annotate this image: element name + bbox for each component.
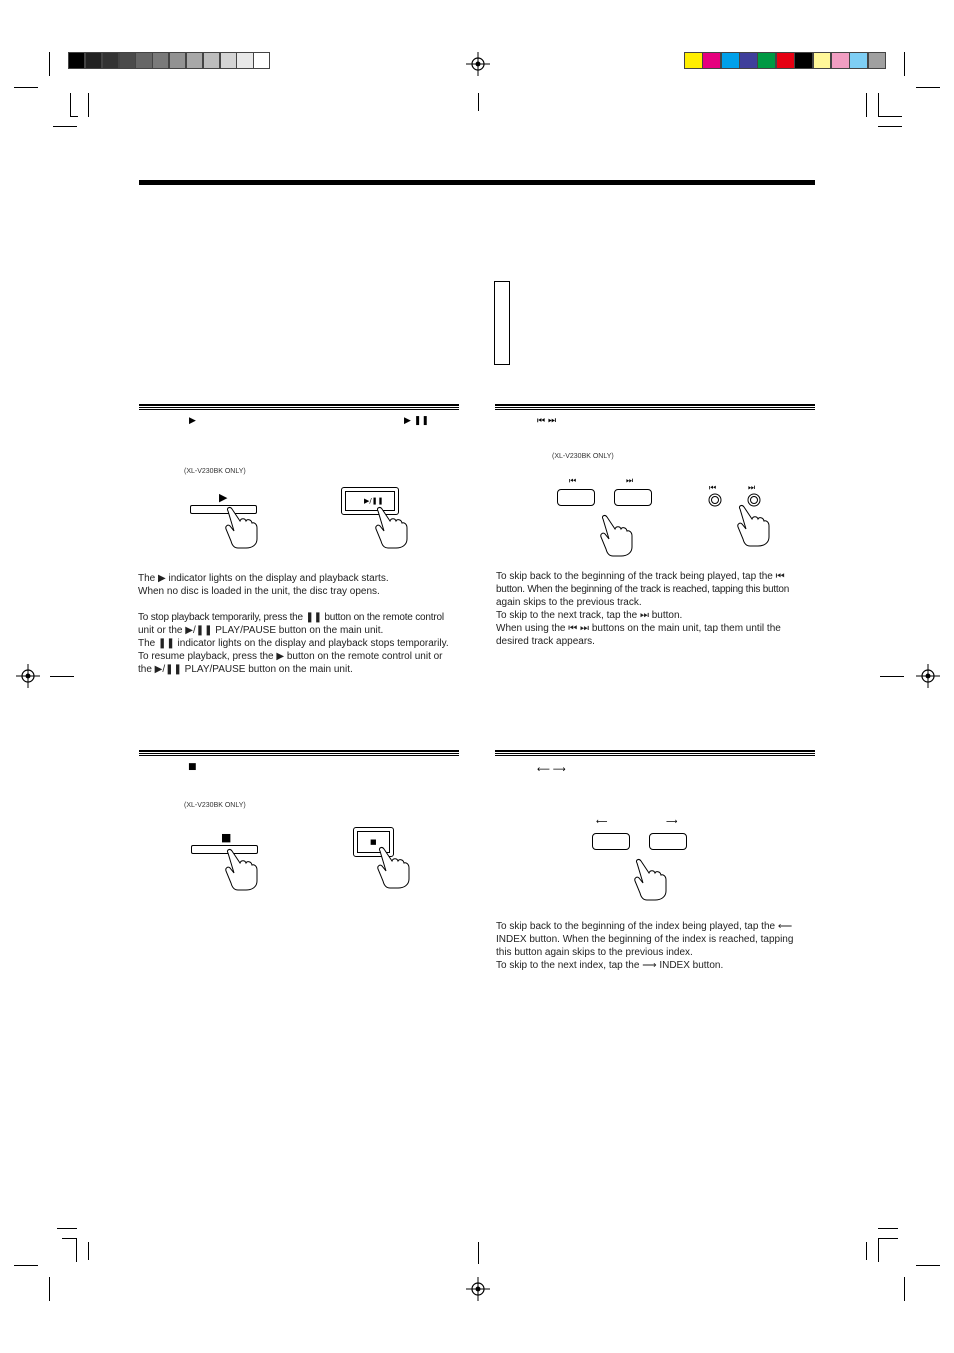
- color-swatch: [739, 52, 758, 69]
- paragraph-line: The ▶ indicator lights on the display and playback starts.: [138, 573, 389, 584]
- paragraph-line: To skip back to the beginning of the index being played, tap the ⟵: [496, 921, 793, 932]
- color-swatch: [220, 52, 237, 69]
- remote-index-forward-button[interactable]: [649, 833, 687, 850]
- color-swatch: [135, 52, 152, 69]
- color-swatch: [794, 52, 813, 69]
- color-swatch: [757, 52, 776, 69]
- skip-forward-icon: ⏭: [748, 483, 756, 492]
- hand-pointer-icon: [222, 847, 262, 891]
- hand-pointer-icon: [734, 503, 774, 547]
- color-swatch: [102, 52, 119, 69]
- color-swatch: [152, 52, 169, 69]
- model-note: (XL-V230BK ONLY): [184, 802, 246, 809]
- color-swatch: [85, 52, 102, 69]
- paragraph-line: [138, 598, 463, 611]
- paragraph-line: again skips to the previous track.: [496, 597, 642, 608]
- paragraph-line: desired track appears.: [496, 636, 595, 647]
- index-forward-icon: ⟶: [666, 817, 678, 826]
- index-description: [496, 920, 818, 972]
- play-icon: ▶: [219, 491, 228, 504]
- section-rule: [139, 404, 459, 410]
- color-swatch: [684, 52, 703, 69]
- color-bar: [684, 52, 886, 69]
- paragraph-line: To resume playback, press the ▶ button on the remote control unit or: [138, 651, 443, 662]
- color-swatch: [119, 52, 136, 69]
- hand-pointer-icon: [374, 845, 414, 889]
- section-rule: [495, 404, 815, 410]
- model-note: (XL-V230BK ONLY): [184, 468, 246, 475]
- skip-back-icon: ⏮: [569, 476, 577, 485]
- paragraph-line: When no disc is loaded in the unit, the disc tray opens.: [138, 586, 380, 597]
- registration-mark-top: [466, 52, 490, 76]
- paragraph-line: INDEX button. When the beginning of the index is reached, tapping: [496, 934, 794, 945]
- color-swatch: [203, 52, 220, 69]
- note-box: [494, 281, 510, 365]
- grayscale-bar: [68, 52, 270, 69]
- color-swatch: [813, 52, 832, 69]
- skip-description: [496, 570, 818, 648]
- paragraph-line: To skip to the next track, tap the ⏭ button.: [496, 610, 683, 621]
- hand-pointer-icon: [597, 513, 637, 557]
- paragraph-line: To skip back to the beginning of the track being played, tap the ⏮: [496, 571, 785, 582]
- hand-pointer-icon: [372, 505, 412, 549]
- remote-skip-back-button[interactable]: [557, 489, 595, 506]
- hand-pointer-icon: [222, 505, 262, 549]
- remote-index-back-button[interactable]: [592, 833, 630, 850]
- color-swatch: [236, 52, 253, 69]
- paragraph-line: unit or the ▶/❚❚ PLAY/PAUSE button on the main unit.: [138, 625, 384, 636]
- stop-icon: ■: [221, 831, 232, 844]
- remote-skip-forward-button[interactable]: [614, 489, 652, 506]
- color-swatch: [849, 52, 868, 69]
- color-swatch: [702, 52, 721, 69]
- section-rule: [139, 750, 459, 756]
- color-swatch: [721, 52, 740, 69]
- color-swatch: [831, 52, 850, 69]
- paragraph-line: button. When the beginning of the track is reached, tapping this button: [496, 584, 790, 595]
- registration-mark-bottom: [466, 1277, 490, 1301]
- paragraph-line: this button again skips to the previous index.: [496, 947, 693, 958]
- registration-mark-left: [16, 664, 40, 688]
- play-pause-icon: ▶/❚❚: [364, 497, 384, 505]
- registration-mark-right: [916, 664, 940, 688]
- page-title-rule: [139, 180, 815, 185]
- paragraph-line: When using the ⏮ ⏭ buttons on the main unit, tap them until the: [496, 623, 781, 634]
- hand-pointer-icon: [631, 857, 671, 901]
- color-swatch: [253, 52, 270, 69]
- stop-icon: ■: [370, 838, 377, 846]
- paragraph-line: To skip to the next index, tap the ⟶ INDEX button.: [496, 960, 724, 971]
- paragraph-line: the ▶/❚❚ PLAY/PAUSE button on the main unit.: [138, 664, 353, 675]
- play-pause-icon: ▶ ❚❚: [404, 416, 429, 426]
- color-swatch: [186, 52, 203, 69]
- paragraph-line: The ❚❚ indicator lights on the display and playback stops temporarily.: [138, 638, 449, 649]
- index-icons: ⟵ ⟶: [537, 765, 566, 775]
- play-description: [138, 572, 463, 676]
- paragraph-line: To stop playback temporarily, press the ❚❚ button on the remote control: [138, 612, 444, 623]
- color-swatch: [868, 52, 887, 69]
- skip-icons: ⏮ ⏭: [537, 416, 557, 426]
- color-swatch: [68, 52, 85, 69]
- color-swatch: [776, 52, 795, 69]
- skip-forward-icon: ⏭: [626, 476, 634, 485]
- index-back-icon: ⟵: [596, 817, 608, 826]
- model-note: (XL-V230BK ONLY): [552, 453, 614, 460]
- skip-back-icon: ⏮: [709, 483, 717, 492]
- color-swatch: [169, 52, 186, 69]
- play-icon: ▶: [189, 416, 196, 426]
- section-rule: [495, 750, 815, 756]
- unit-skip-back-button[interactable]: [708, 493, 722, 507]
- stop-icon: ■: [188, 762, 197, 772]
